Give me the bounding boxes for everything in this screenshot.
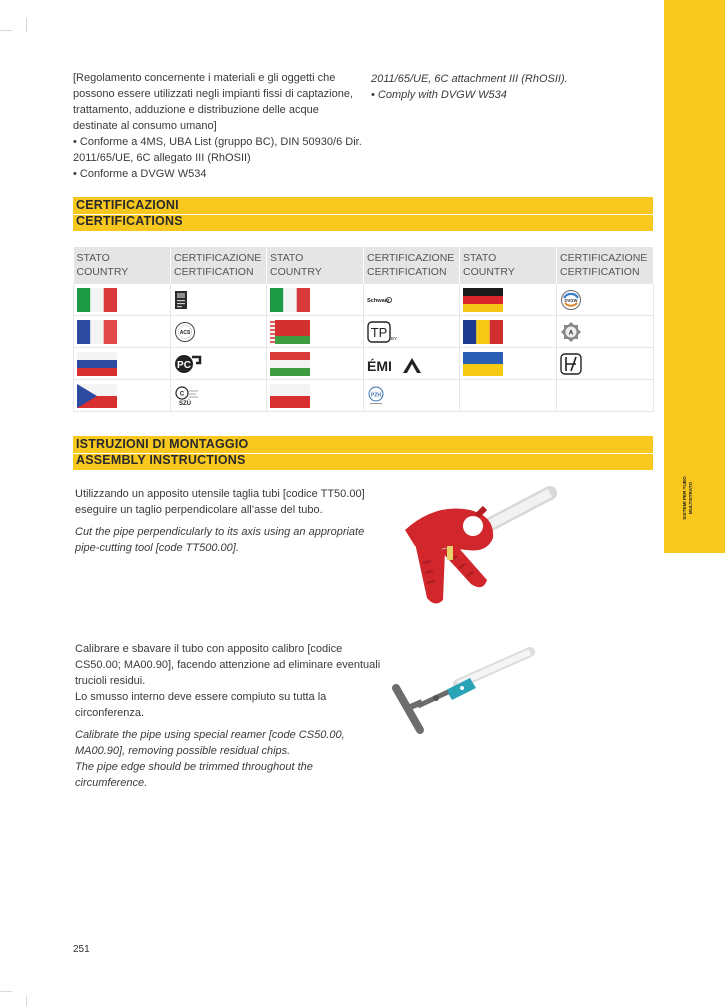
table-row [74, 348, 654, 380]
section-title-italian: ISTRUZIONI DI MONTAGGIO [76, 437, 249, 451]
svg-text:TP: TP [370, 324, 388, 340]
germany-flag [463, 288, 503, 312]
romania-flag [463, 320, 503, 344]
svg-text:PZH: PZH [371, 392, 381, 398]
svg-text:SZÚ: SZÚ [179, 400, 191, 407]
table-row [74, 316, 654, 348]
emi-logo [367, 353, 421, 375]
column-header: STATO COUNTRY [460, 247, 557, 284]
svg-text:C: C [179, 391, 185, 397]
svg-text:Schwarz: Schwarz [367, 297, 390, 304]
italy-flag [77, 288, 117, 312]
svg-text:DVGW: DVGW [564, 297, 578, 303]
table-header-row [74, 247, 654, 284]
section-title-english: ASSEMBLY INSTRUCTIONS [76, 453, 246, 467]
step-text-english: Cut the pipe perpendicularly to its axis using an appropriate pipe-cutting tool [code TT500.00]. [75, 526, 365, 554]
text-line: destinate al consumo umano] [73, 120, 217, 132]
empty-cell [460, 380, 557, 412]
certifications-header [73, 197, 653, 231]
text-line: 2011/65/UE, 6C attachment III (RhOSII). [371, 73, 568, 85]
column-header: STATO COUNTRY [267, 247, 364, 284]
side-tab-label: SISTEMI PER TUBO MULTISTRATO [682, 476, 693, 520]
crop-mark [0, 991, 12, 992]
svg-text:ACS: ACS [179, 329, 191, 336]
acs-logo [174, 321, 196, 343]
czech-flag [77, 384, 117, 408]
step-text-italian: Calibrare e sbavare il tubo con apposito calibro [codice CS50.00; MA00.90], facendo attenzione ad eliminare eventuali trucioli residui. [75, 643, 381, 687]
tp-logo [367, 321, 398, 343]
text-line: • Conforme a 4MS, UBA List (gruppo BC), DIN 50930/6 Dir. [73, 136, 362, 148]
svg-text:PC: PC [177, 359, 191, 371]
step-text-english: The pipe edge should be trimmed throughout the circumference. [75, 761, 313, 789]
italian-cert-logo [174, 290, 188, 310]
belarus-flag [270, 320, 310, 344]
column-header: STATO COUNTRY [74, 247, 171, 284]
crop-mark [12, 996, 27, 1006]
intro-italian-text [73, 70, 365, 182]
table-row [74, 284, 654, 316]
poland-flag [270, 384, 310, 408]
pipe-cutter-illustration [385, 488, 550, 623]
column-header: CERTIFICAZIONE CERTIFICATION [557, 247, 654, 284]
assembly-instructions-header [73, 436, 653, 470]
text-line: • Conforme a DVGW W534 [73, 168, 207, 180]
empty-cell [557, 380, 654, 412]
dvgw-logo [560, 289, 582, 311]
step-text-italian: Lo smusso interno deve essere compiuto su tutta la circonferenza. [75, 691, 327, 719]
assembly-step-1 [75, 486, 387, 556]
text-line: • Comply with DVGW W534 [371, 88, 507, 101]
table-row [74, 380, 654, 412]
certifications-table [73, 247, 654, 412]
svg-text:BY: BY [391, 335, 398, 341]
section-title-italian: CERTIFICAZIONI [76, 198, 179, 212]
svg-text:A: A [568, 329, 574, 336]
page-number: 251 [73, 944, 90, 955]
romanian-cert-logo [560, 321, 582, 343]
text-line: possono essere utilizzati negli impianti fissi di captazione, [73, 88, 354, 100]
text-line: trattamento, adduzione e distribuzione delle acque [73, 104, 319, 116]
russia-flag [77, 352, 117, 376]
szu-logo [174, 385, 202, 407]
italy-flag [270, 288, 310, 312]
calibrator-reamer-illustration [388, 644, 530, 739]
step-text-english: Calibrate the pipe using special reamer [code CS50.00, MA00.90], removing possible residual chips. [75, 729, 345, 757]
crop-mark [0, 30, 12, 31]
section-title-english: CERTIFICATIONS [76, 214, 183, 228]
schwarz-logo [367, 295, 393, 305]
svg-text:ÉMI: ÉMI [367, 357, 392, 374]
ukrainian-cert-logo [560, 353, 582, 375]
ukraine-flag [463, 352, 503, 376]
column-header: CERTIFICAZIONE CERTIFICATION [364, 247, 460, 284]
gost-r-logo [174, 353, 202, 375]
assembly-step-2 [75, 641, 387, 791]
text-line: [Regolamento concernente i materiali e gli oggetti che [73, 72, 336, 84]
step-text-italian: Utilizzando un apposito utensile taglia tubi [codice TT50.00] eseguire un taglio perpendicolare all’asse del tubo. [75, 488, 365, 516]
hungary-flag [270, 352, 310, 376]
intro-english-text [371, 72, 651, 103]
france-flag [77, 320, 117, 344]
polish-cert-logo [367, 385, 385, 407]
text-line: 2011/65/UE, 6C allegato III (RhOSII) [73, 152, 251, 164]
column-header: CERTIFICAZIONE CERTIFICATION [171, 247, 267, 284]
crop-mark [12, 18, 27, 32]
